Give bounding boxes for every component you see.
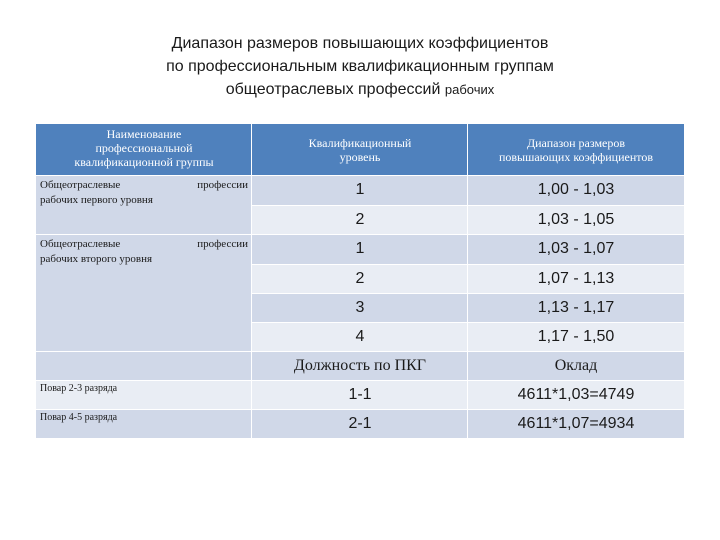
title-line-3-main: общеотраслевых профессий — [225, 81, 441, 98]
group-name-line-1 — [40, 178, 248, 193]
level-cell: 2 — [252, 264, 468, 293]
level-cell: 3 — [252, 293, 468, 322]
position-salary: 4611*1,03=4749 — [468, 380, 684, 409]
row-divider — [252, 293, 684, 294]
position-name: Повар 2-3 разряда — [40, 383, 118, 394]
subheader-empty-cell — [36, 351, 252, 380]
position-name: Повар 4-5 разряда — [40, 412, 118, 423]
column-divider — [251, 124, 252, 438]
row-divider — [252, 322, 684, 323]
title-line-2: по профессиональным квалификационным группам — [166, 58, 554, 75]
level-cell: 4 — [252, 322, 468, 351]
subheader-salary: Оклад — [468, 351, 684, 380]
subheader-position: Должность по ПКГ — [252, 351, 468, 380]
position-pkg: 2-1 — [252, 409, 468, 438]
group-name-cell — [36, 175, 252, 234]
column-divider — [467, 124, 468, 438]
group-name-line-2: рабочих второго уровня — [40, 253, 153, 265]
header-group-name-line-2: профессиональной — [95, 141, 193, 155]
row-divider — [252, 264, 684, 265]
header-group-name-line-1: Наименование — [106, 127, 182, 141]
row-divider — [36, 409, 684, 410]
header-group-name — [36, 124, 252, 175]
group-name-line-1 — [40, 237, 248, 252]
row-divider — [36, 234, 684, 235]
range-cell: 1,03 - 1,05 — [468, 205, 684, 234]
group-name-word: профессии — [197, 179, 248, 191]
range-cell: 1,00 - 1,03 — [468, 175, 684, 205]
title-line-3 — [60, 78, 660, 101]
title-line-3-small: рабочих — [444, 82, 495, 97]
header-range — [468, 124, 684, 175]
group-name-word: профессии — [197, 238, 248, 250]
level-cell: 1 — [252, 175, 468, 205]
header-group-name-line-3: квалификационной группы — [74, 155, 214, 169]
level-cell: 2 — [252, 205, 468, 234]
group-name-cell — [36, 234, 252, 351]
position-pkg: 1-1 — [252, 380, 468, 409]
group-name-line-2: рабочих первого уровня — [40, 194, 153, 206]
range-cell: 1,07 - 1,13 — [468, 264, 684, 293]
row-divider — [36, 351, 684, 352]
position-salary: 4611*1,07=4934 — [468, 409, 684, 438]
title-line-1: Диапазон размеров повышающих коэффициентов — [171, 35, 549, 52]
slide-title — [60, 32, 660, 101]
header-range-line-2: повышающих коэффициентов — [498, 149, 654, 164]
row-divider — [36, 175, 684, 176]
header-level — [252, 124, 468, 175]
level-cell: 1 — [252, 234, 468, 264]
range-cell: 1,03 - 1,07 — [468, 234, 684, 264]
header-level-line-1: Квалификационный — [308, 135, 412, 150]
header-range-line-1: Диапазон размеров — [526, 135, 626, 150]
group-name-word: Общеотраслевые — [40, 179, 121, 191]
header-level-line-2: уровень — [339, 149, 381, 164]
range-cell: 1,17 - 1,50 — [468, 322, 684, 351]
group-name-word: Общеотраслевые — [40, 238, 121, 250]
range-cell: 1,13 - 1,17 — [468, 293, 684, 322]
row-divider — [252, 205, 684, 206]
row-divider — [36, 380, 684, 381]
